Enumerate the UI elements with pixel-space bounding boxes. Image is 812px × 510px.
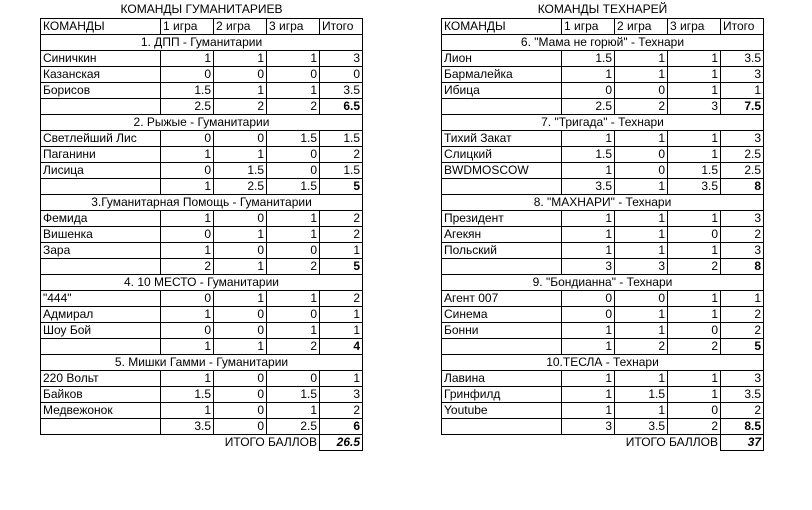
team-total-row: [41, 418, 363, 434]
score-cell[interactable]: 3: [320, 386, 363, 402]
player-name-cell[interactable]: Лион: [442, 50, 562, 66]
player-name-cell[interactable]: Агекян: [442, 226, 562, 242]
team-name-cell[interactable]: 10.ТЕСЛА - Технари: [442, 354, 764, 370]
team-sum-cell[interactable]: 6: [320, 418, 363, 434]
humanities-table: [40, 0, 363, 451]
score-cell[interactable]: 2: [320, 210, 363, 226]
score-cell[interactable]: 1: [562, 322, 615, 338]
score-cell[interactable]: 2: [721, 322, 764, 338]
grand-total-label[interactable]: ИТОГО БАЛЛОВ: [625, 435, 718, 450]
score-cell[interactable]: 0: [562, 306, 615, 322]
player-row: [41, 386, 363, 402]
score-cell[interactable]: 0: [161, 162, 214, 178]
score-cell[interactable]: 1: [562, 130, 615, 146]
score-cell[interactable]: 2.5: [721, 162, 764, 178]
score-cell[interactable]: 0: [615, 290, 668, 306]
score-cell[interactable]: 3: [721, 210, 764, 226]
score-cell[interactable]: 0: [161, 322, 214, 338]
score-cell[interactable]: 1: [562, 386, 615, 402]
game-total-cell[interactable]: 2: [214, 98, 267, 114]
score-cell[interactable]: 1: [562, 162, 615, 178]
game-total-cell[interactable]: 3: [562, 418, 615, 434]
player-name-cell[interactable]: Агент 007: [442, 290, 562, 306]
score-cell[interactable]: 0: [668, 322, 721, 338]
player-row: [442, 370, 764, 386]
player-row: [442, 162, 764, 178]
player-name-cell[interactable]: Казанская: [41, 66, 161, 82]
game-total-cell[interactable]: 3.5: [562, 178, 615, 194]
score-cell[interactable]: 1.5: [161, 82, 214, 98]
player-name-cell[interactable]: Байков: [41, 386, 161, 402]
player-name-cell[interactable]: Гринфилд: [442, 386, 562, 402]
header-cell[interactable]: Итого: [320, 18, 363, 34]
team-total-row: [442, 338, 764, 354]
table-title-cell[interactable]: КОМАНДЫ ГУМАНИТАРИЕВ: [120, 1, 283, 16]
team-name-cell[interactable]: 6. "Мама не горюй" - Технари: [442, 34, 764, 50]
player-name-cell[interactable]: Вишенка: [41, 226, 161, 242]
score-cell[interactable]: 1.5: [267, 386, 320, 402]
header-cell[interactable]: 3 игра: [668, 18, 721, 34]
team-name-row: [41, 194, 363, 210]
player-name-cell[interactable]: Польский: [442, 242, 562, 258]
score-cell[interactable]: 0: [267, 146, 320, 162]
team-sum-cell[interactable]: 6.5: [320, 98, 363, 114]
score-cell[interactable]: 1: [161, 306, 214, 322]
player-row: [41, 290, 363, 306]
score-cell[interactable]: 1: [615, 210, 668, 226]
score-cell[interactable]: 2: [320, 226, 363, 242]
player-row: [442, 322, 764, 338]
score-cell[interactable]: 1: [668, 82, 721, 98]
score-cell[interactable]: 1: [615, 370, 668, 386]
empty-cell[interactable]: [41, 98, 161, 114]
score-cell[interactable]: 1: [615, 242, 668, 258]
team-name-cell[interactable]: 9. "Бондианна" - Технари: [442, 274, 764, 290]
score-cell[interactable]: 0: [161, 226, 214, 242]
header-cell[interactable]: 2 игра: [615, 18, 668, 34]
score-cell[interactable]: 1: [267, 50, 320, 66]
score-cell[interactable]: 2: [320, 290, 363, 306]
game-total-cell[interactable]: 1: [214, 338, 267, 354]
team-name-row: [442, 274, 764, 290]
score-cell[interactable]: 3: [721, 370, 764, 386]
score-cell[interactable]: 1: [214, 226, 267, 242]
player-name-cell[interactable]: BWDMOSCOW: [442, 162, 562, 178]
team-total-row: [442, 98, 764, 114]
team-name-row: [442, 34, 764, 50]
score-cell[interactable]: 0: [161, 130, 214, 146]
score-cell[interactable]: 1: [214, 146, 267, 162]
game-total-cell[interactable]: 1: [214, 258, 267, 274]
player-name-cell[interactable]: Зара: [41, 242, 161, 258]
player-row: [442, 50, 764, 66]
player-name-cell[interactable]: Слицкий: [442, 146, 562, 162]
game-total-cell[interactable]: 2.5: [562, 98, 615, 114]
empty-cell[interactable]: [41, 338, 161, 354]
score-cell[interactable]: 0: [267, 66, 320, 82]
team-sum-cell[interactable]: 8.5: [721, 418, 764, 434]
game-total-cell[interactable]: 3.5: [161, 418, 214, 434]
game-total-cell[interactable]: 1: [562, 338, 615, 354]
score-cell[interactable]: 0: [615, 82, 668, 98]
game-total-cell[interactable]: 1.5: [267, 178, 320, 194]
team-total-row: [442, 258, 764, 274]
player-row: [41, 402, 363, 418]
score-cell[interactable]: 1: [562, 66, 615, 82]
player-name-cell[interactable]: Лавина: [442, 370, 562, 386]
score-cell[interactable]: 0: [214, 370, 267, 386]
player-name-cell[interactable]: Фемида: [41, 210, 161, 226]
game-total-cell[interactable]: 2: [267, 258, 320, 274]
score-cell[interactable]: 1: [615, 226, 668, 242]
score-cell[interactable]: 0: [668, 226, 721, 242]
game-total-cell[interactable]: 0: [214, 418, 267, 434]
empty-cell[interactable]: [41, 258, 161, 274]
score-cell[interactable]: 0: [615, 162, 668, 178]
score-cell[interactable]: 1: [668, 370, 721, 386]
game-total-cell[interactable]: 3: [668, 98, 721, 114]
score-cell[interactable]: 1: [615, 322, 668, 338]
score-cell[interactable]: 0: [214, 210, 267, 226]
team-name-row: [41, 34, 363, 50]
team-name-row: [41, 114, 363, 130]
header-cell[interactable]: 2 игра: [214, 18, 267, 34]
score-cell[interactable]: 1: [668, 306, 721, 322]
player-row: [41, 242, 363, 258]
score-cell[interactable]: 0: [214, 130, 267, 146]
player-row: [442, 306, 764, 322]
team-total-row: [41, 258, 363, 274]
score-cell[interactable]: 1.5: [668, 162, 721, 178]
game-total-cell[interactable]: 2: [668, 338, 721, 354]
team-name-row: [442, 194, 764, 210]
player-name-cell[interactable]: Ибица: [442, 82, 562, 98]
player-row: [41, 306, 363, 322]
player-name-cell[interactable]: Бармалейка: [442, 66, 562, 82]
score-cell[interactable]: 1: [161, 210, 214, 226]
score-cell[interactable]: 1: [562, 370, 615, 386]
score-cell[interactable]: 1: [267, 82, 320, 98]
player-row: [442, 82, 764, 98]
score-cell[interactable]: 1: [562, 226, 615, 242]
game-total-cell[interactable]: 2: [161, 258, 214, 274]
game-total-cell[interactable]: 1: [161, 338, 214, 354]
technical-teams-table: [441, 0, 763, 451]
team-name-row: [442, 114, 764, 130]
score-cell[interactable]: 1: [320, 242, 363, 258]
player-row: [442, 386, 764, 402]
humanities-teams-table: [40, 0, 362, 451]
player-name-cell[interactable]: Youtube: [442, 402, 562, 418]
team-name-row: [41, 274, 363, 290]
team-name-row: [442, 354, 764, 370]
score-cell[interactable]: 1: [562, 402, 615, 418]
game-total-cell[interactable]: 3: [615, 258, 668, 274]
game-total-cell[interactable]: 2.5: [267, 418, 320, 434]
header-cell[interactable]: КОМАНДЫ: [442, 18, 562, 34]
score-cell[interactable]: 0: [161, 290, 214, 306]
player-row: [442, 130, 764, 146]
header-cell[interactable]: 1 игра: [562, 18, 615, 34]
game-total-cell[interactable]: 2: [668, 418, 721, 434]
empty-cell[interactable]: [442, 98, 562, 114]
team-sum-cell[interactable]: 8: [721, 178, 764, 194]
header-cell[interactable]: КОМАНДЫ: [41, 18, 161, 34]
game-total-cell[interactable]: 2.5: [214, 178, 267, 194]
score-cell[interactable]: 1: [320, 370, 363, 386]
team-name-cell[interactable]: 7. "Тригада" - Технари: [442, 114, 764, 130]
score-cell[interactable]: 1: [615, 50, 668, 66]
score-cell[interactable]: 1: [615, 402, 668, 418]
game-total-cell[interactable]: 2: [615, 338, 668, 354]
grand-total-row: [442, 434, 764, 450]
player-row: [442, 402, 764, 418]
player-row: [442, 66, 764, 82]
score-cell[interactable]: 1: [214, 50, 267, 66]
score-cell[interactable]: 1: [161, 402, 214, 418]
player-row: [41, 146, 363, 162]
game-total-cell[interactable]: 2.5: [161, 98, 214, 114]
score-cell[interactable]: 1: [668, 50, 721, 66]
team-sum-cell[interactable]: 8: [721, 258, 764, 274]
score-cell[interactable]: 0: [267, 306, 320, 322]
grand-total-row: [41, 434, 363, 450]
score-cell[interactable]: 3: [721, 242, 764, 258]
score-cell[interactable]: 0: [562, 82, 615, 98]
table-title-row: [41, 0, 363, 18]
score-cell[interactable]: 1: [668, 386, 721, 402]
score-cell[interactable]: 2: [320, 402, 363, 418]
game-total-cell[interactable]: 2: [668, 258, 721, 274]
score-cell[interactable]: 1: [721, 82, 764, 98]
game-total-cell[interactable]: 1: [615, 178, 668, 194]
team-total-row: [41, 98, 363, 114]
grand-total-value[interactable]: 37: [721, 434, 764, 450]
game-total-cell[interactable]: 3.5: [615, 418, 668, 434]
player-row: [41, 370, 363, 386]
game-total-cell[interactable]: 2: [267, 338, 320, 354]
team-name-cell[interactable]: 4. 10 МЕСТО - Гуманитарии: [41, 274, 363, 290]
score-cell[interactable]: 1: [668, 242, 721, 258]
score-cell[interactable]: 1.5: [214, 162, 267, 178]
grand-total-value[interactable]: 26.5: [320, 434, 363, 450]
player-name-cell[interactable]: Синичкин: [41, 50, 161, 66]
player-name-cell[interactable]: Президент: [442, 210, 562, 226]
team-sum-cell[interactable]: 4: [320, 338, 363, 354]
game-total-cell[interactable]: 2: [267, 98, 320, 114]
team-name-cell[interactable]: 1. ДПП - Гуманитарии: [41, 34, 363, 50]
score-cell[interactable]: 1: [161, 50, 214, 66]
header-row: [442, 18, 764, 34]
game-total-cell[interactable]: 2: [615, 98, 668, 114]
player-row: [442, 146, 764, 162]
score-cell[interactable]: 1.5: [562, 50, 615, 66]
score-cell[interactable]: 1.5: [161, 386, 214, 402]
score-cell[interactable]: 1: [161, 146, 214, 162]
score-cell[interactable]: 3: [721, 66, 764, 82]
team-sum-cell[interactable]: 7.5: [721, 98, 764, 114]
team-sum-cell[interactable]: 5: [721, 338, 764, 354]
score-cell[interactable]: 0: [562, 290, 615, 306]
team-name-row: [41, 354, 363, 370]
player-name-cell[interactable]: Адмирал: [41, 306, 161, 322]
score-cell[interactable]: 0: [267, 370, 320, 386]
score-cell[interactable]: 1: [668, 130, 721, 146]
technical-table: [441, 0, 764, 451]
score-cell[interactable]: 1.5: [320, 162, 363, 178]
player-name-cell[interactable]: Медвежонок: [41, 402, 161, 418]
player-row: [442, 210, 764, 226]
team-sum-cell[interactable]: 5: [320, 178, 363, 194]
score-cell[interactable]: 0: [214, 322, 267, 338]
game-total-cell[interactable]: 1: [161, 178, 214, 194]
score-cell[interactable]: 0: [214, 242, 267, 258]
player-row: [41, 66, 363, 82]
table-title-cell[interactable]: КОМАНДЫ ТЕХНАРЕЙ: [537, 1, 668, 16]
score-cell[interactable]: 3.5: [721, 50, 764, 66]
score-cell[interactable]: 1: [668, 146, 721, 162]
score-cell[interactable]: 1: [668, 210, 721, 226]
player-name-cell[interactable]: 220 Вольт: [41, 370, 161, 386]
score-cell[interactable]: 3.5: [721, 386, 764, 402]
score-cell[interactable]: 1: [615, 130, 668, 146]
score-cell[interactable]: 1: [267, 226, 320, 242]
score-cell[interactable]: 1: [267, 290, 320, 306]
score-cell[interactable]: 1: [214, 290, 267, 306]
player-row: [41, 210, 363, 226]
score-cell[interactable]: 2: [721, 402, 764, 418]
score-cell[interactable]: 0: [214, 306, 267, 322]
team-sum-cell[interactable]: 5: [320, 258, 363, 274]
empty-cell[interactable]: [41, 418, 161, 434]
score-cell[interactable]: 0: [615, 146, 668, 162]
player-row: [41, 322, 363, 338]
header-cell[interactable]: 1 игра: [161, 18, 214, 34]
player-row: [41, 226, 363, 242]
team-total-row: [442, 418, 764, 434]
player-name-cell[interactable]: Бонни: [442, 322, 562, 338]
score-cell[interactable]: 0: [267, 242, 320, 258]
player-name-cell[interactable]: Тихий Закат: [442, 130, 562, 146]
score-cell[interactable]: 3: [721, 130, 764, 146]
player-row: [41, 130, 363, 146]
score-cell[interactable]: 1.5: [615, 386, 668, 402]
score-cell[interactable]: 2: [320, 146, 363, 162]
score-cell[interactable]: 1: [668, 66, 721, 82]
player-name-cell[interactable]: Лисица: [41, 162, 161, 178]
score-cell[interactable]: 1: [615, 66, 668, 82]
player-name-cell[interactable]: "444": [41, 290, 161, 306]
score-cell[interactable]: 1.5: [562, 146, 615, 162]
score-cell[interactable]: 2: [721, 306, 764, 322]
score-cell[interactable]: 0: [267, 162, 320, 178]
score-cell[interactable]: 0: [161, 66, 214, 82]
player-name-cell[interactable]: Шоу Бой: [41, 322, 161, 338]
score-cell[interactable]: 1: [668, 290, 721, 306]
header-cell[interactable]: 3 игра: [267, 18, 320, 34]
score-cell[interactable]: 3.5: [320, 82, 363, 98]
score-cell[interactable]: 1: [562, 210, 615, 226]
score-cell[interactable]: 1: [721, 290, 764, 306]
team-name-cell[interactable]: 3.Гуманитарная Помощь - Гуманитарии: [41, 194, 363, 210]
player-row: [442, 242, 764, 258]
empty-cell[interactable]: [41, 178, 161, 194]
team-name-cell[interactable]: 5. Мишки Гамми - Гуманитарии: [41, 354, 363, 370]
player-row: [442, 226, 764, 242]
empty-cell[interactable]: [442, 418, 562, 434]
score-cell[interactable]: 1: [161, 370, 214, 386]
score-cell[interactable]: 3: [320, 50, 363, 66]
team-name-cell[interactable]: 8. "МАХНАРИ" - Технари: [442, 194, 764, 210]
player-name-cell[interactable]: Светлейший Лис: [41, 130, 161, 146]
score-cell[interactable]: 0: [214, 66, 267, 82]
empty-cell[interactable]: [442, 178, 562, 194]
score-cell[interactable]: 2: [721, 226, 764, 242]
score-cell[interactable]: 1: [615, 306, 668, 322]
score-cell[interactable]: 0: [320, 66, 363, 82]
table-title-row: [442, 0, 764, 18]
player-name-cell[interactable]: Паганини: [41, 146, 161, 162]
empty-cell[interactable]: [442, 338, 562, 354]
score-cell[interactable]: 1: [320, 306, 363, 322]
score-cell[interactable]: 0: [214, 386, 267, 402]
score-cell[interactable]: 1: [267, 210, 320, 226]
score-cell[interactable]: 1: [267, 322, 320, 338]
score-cell[interactable]: 1: [320, 322, 363, 338]
score-cell[interactable]: 0: [214, 402, 267, 418]
score-cell[interactable]: 1: [161, 242, 214, 258]
player-row: [41, 162, 363, 178]
score-cell[interactable]: 1: [267, 402, 320, 418]
team-total-row: [41, 178, 363, 194]
score-cell[interactable]: 0: [668, 402, 721, 418]
game-total-cell[interactable]: 3.5: [668, 178, 721, 194]
header-row: [41, 18, 363, 34]
player-row: [41, 82, 363, 98]
game-total-cell[interactable]: 3: [562, 258, 615, 274]
score-cell[interactable]: 1: [214, 82, 267, 98]
score-cell[interactable]: 1: [562, 242, 615, 258]
player-row: [442, 290, 764, 306]
team-total-row: [442, 178, 764, 194]
player-name-cell[interactable]: Синема: [442, 306, 562, 322]
team-name-cell[interactable]: 2. Рыжые - Гуманитарии: [41, 114, 363, 130]
team-total-row: [41, 338, 363, 354]
empty-cell[interactable]: [442, 258, 562, 274]
score-cell[interactable]: 1.5: [320, 130, 363, 146]
grand-total-label[interactable]: ИТОГО БАЛЛОВ: [224, 435, 317, 450]
score-cell[interactable]: 1.5: [267, 130, 320, 146]
player-row: [41, 50, 363, 66]
header-cell[interactable]: Итого: [721, 18, 764, 34]
player-name-cell[interactable]: Борисов: [41, 82, 161, 98]
score-cell[interactable]: 2.5: [721, 146, 764, 162]
